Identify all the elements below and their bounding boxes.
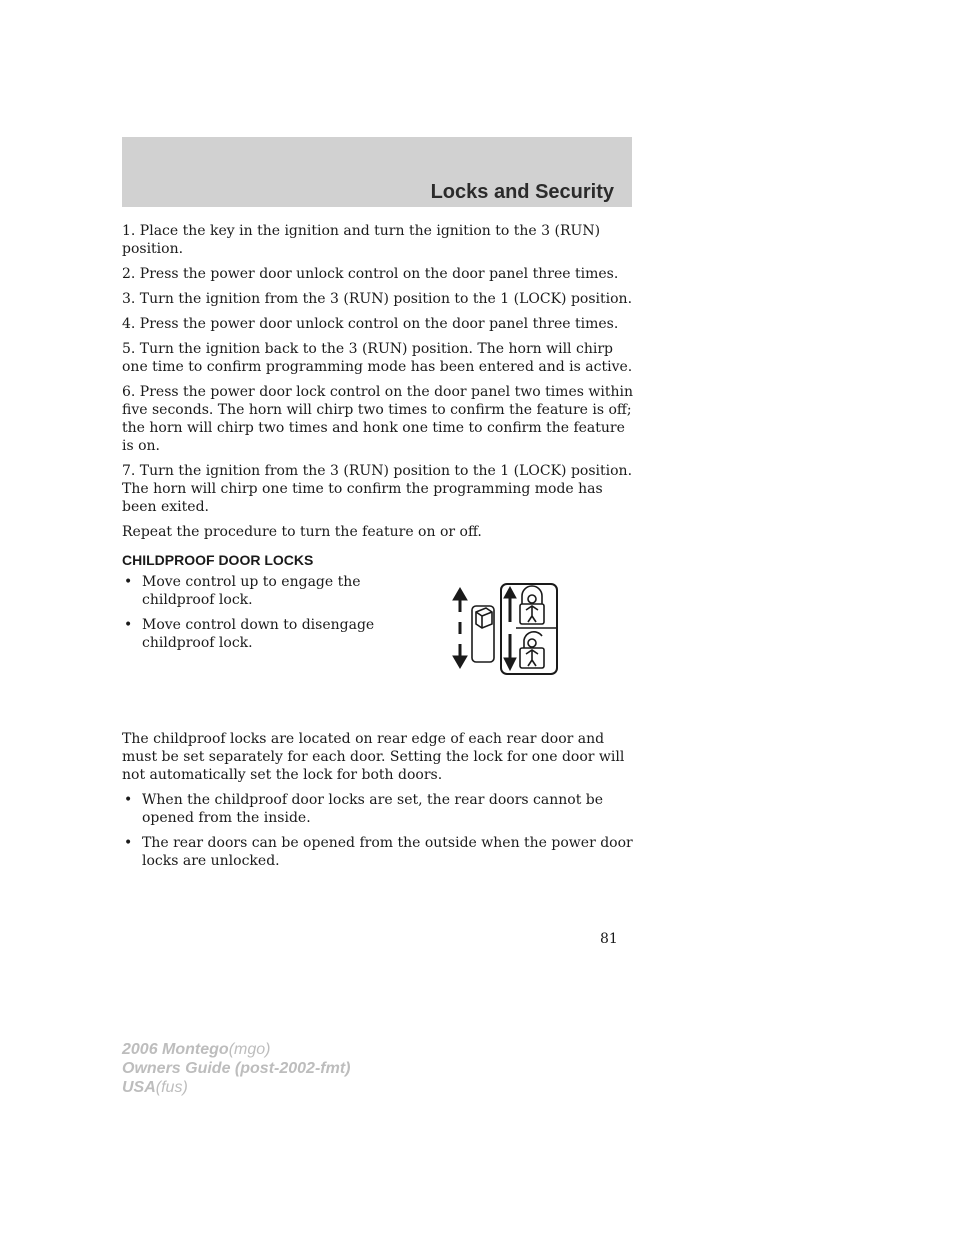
lever-arrow-icon [453,588,467,668]
down-arrow-icon [504,634,516,670]
list-item [122,791,637,827]
up-arrow-icon [504,587,516,622]
childproof-heading: CHILDPROOF DOOR LOCKS [122,552,314,568]
child-locked-icon [520,586,544,624]
section-header-band [122,137,632,207]
step-item: 3. Turn the ignition from the 3 (RUN) position to the 1 (LOCK) position. [122,291,633,307]
list-item-text: Move control up to engage the childproof lock. [142,574,361,608]
page-number: 81 [600,931,618,947]
bullet-dot: • [124,792,133,808]
step-item: 1. Place the key in the ignition and turn the ignition to the 3 (RUN) position. [122,223,601,257]
repeat-note: Repeat the procedure to turn the feature on or off. [122,524,482,540]
section-title: Locks and Security [430,181,614,203]
step-item: 6. Press the power door lock control on the door panel two times within five seconds. The horn will chirp two times to confirm the feature is off; the horn will chirp two times and honk one time to confirm the feature is on. [122,384,633,454]
step-item: 5. Turn the ignition back to the 3 (RUN) position. The horn will chirp one time to confirm programming mode has been entered and is active. [122,341,633,375]
list-item-text: Move control down to disengage childproof lock. [142,617,375,651]
childproof-description: The childproof locks are located on rear edge of each rear door and must be set separately for each door. Setting the lock for one door will not automatically set the lock for both doors. [122,731,625,783]
step-item: 4. Press the power door unlock control on the door panel three times. [122,316,619,332]
childproof-lock-icon [446,582,560,676]
list-item [122,834,637,870]
step-item: 7. Turn the ignition from the 3 (RUN) position to the 1 (LOCK) position. The horn will chirp one time to confirm the programming mode has been exited. [122,463,633,515]
footer-model: 2006 Montego [122,1041,229,1058]
list-item [122,616,392,652]
bullet-dot: • [124,835,133,851]
child-unlocked-icon [520,632,544,668]
childproof-lock-illustration [446,582,560,676]
childproof-bullet-list [122,573,392,652]
list-item-text: The rear doors can be opened from the outside when the power door locks are unlocked. [142,835,633,869]
childproof-description-block [122,730,637,877]
bullet-dot: • [124,574,133,590]
footer-line [122,1040,350,1059]
list-item-text: When the childproof door locks are set, the rear doors cannot be opened from the inside. [142,792,604,826]
footer-region-code: (fus) [155,1079,188,1096]
list-item [122,573,392,609]
step-item: 2. Press the power door unlock control on the door panel three times. [122,266,619,282]
footer-guide: Owners Guide (post-2002-fmt) [122,1060,351,1077]
document-footer [122,1040,350,1097]
bullet-dot: • [124,617,133,633]
footer-model-code: (mgo) [228,1041,271,1058]
footer-region: USA [122,1079,156,1096]
footer-line [122,1078,350,1097]
lever-handle-icon [472,606,494,662]
